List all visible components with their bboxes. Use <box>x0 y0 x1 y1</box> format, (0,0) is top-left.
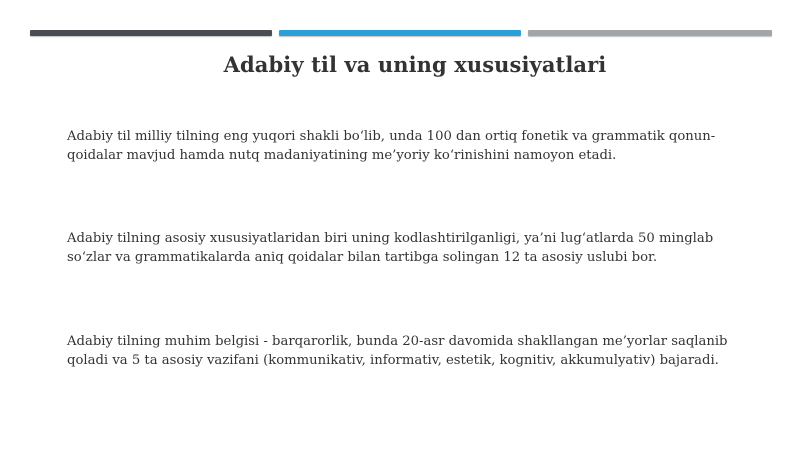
decorative-top-bars <box>30 30 772 37</box>
top-bar-blue <box>279 30 521 36</box>
paragraph-definition: Adabiy til milliy tilning eng yuqori shakli bo‘lib, unda 100 dan ortiq fonetik va grammatik qonun-qoidalar mavjud hamda nutq madaniyatining me’yoriy ko‘rinishini namoyon etadi. <box>67 129 716 163</box>
paragraph-stability: Adabiy tilning muhim belgisi - barqarorlik, bunda 20-asr davomida shakllangan me’yorlar saqlanib qoladi va 5 ta asosiy vazifani (kommunikativ, informativ, estetik, kognitiv, akkumulyativ) bajaradi. <box>67 334 728 368</box>
slide-title: Adabiy til va uning xususiyatlari <box>223 52 607 77</box>
paragraph-codification: Adabiy tilning asosiy xususiyatlaridan biri uning kodlashtirilganligi, ya’ni lug‘atlarda 50 minglab so‘zlar va grammatikalarda aniq qoidalar bilan tartibga solingan 12 ta asosiy uslubi bor. <box>67 231 714 265</box>
top-bar-dark <box>30 30 272 36</box>
top-bar-gray <box>528 30 772 36</box>
